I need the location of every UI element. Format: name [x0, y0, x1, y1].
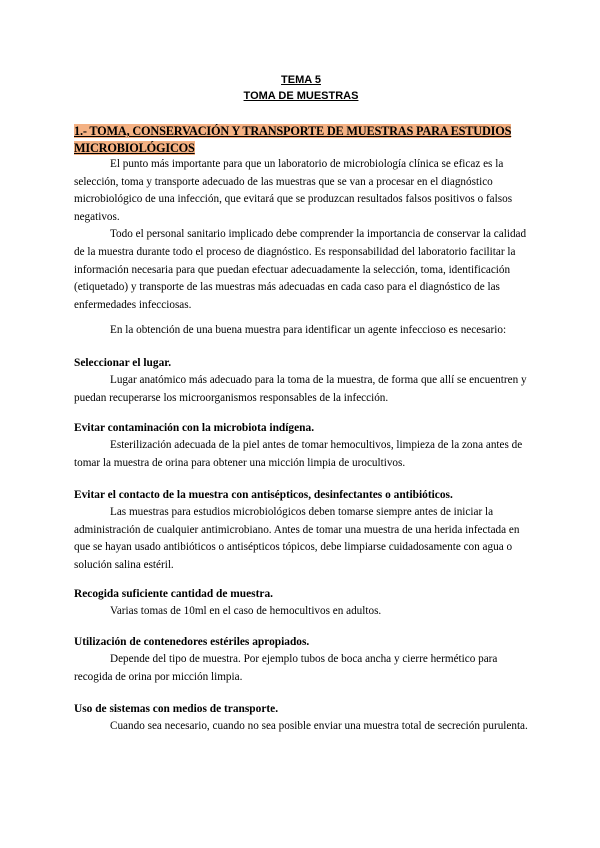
- item-title: Utilización de contenedores estériles apropiados.: [74, 636, 310, 648]
- item-title: Uso de sistemas con medios de transporte.: [74, 703, 279, 715]
- tema-label: TEMA 5: [281, 74, 321, 86]
- tema-subtitle: TOMA DE MUESTRAS: [243, 90, 359, 102]
- item-title: Recogida suficiente cantidad de muestra.: [74, 588, 274, 600]
- item-text: Varias tomas de 10ml en el caso de hemocultivos en adultos.: [110, 605, 382, 617]
- list-item: [74, 701, 528, 736]
- item-title: Evitar contaminación con la microbiota indígena.: [74, 422, 315, 434]
- section-heading: [74, 123, 528, 157]
- list-item: [74, 586, 528, 621]
- list-item: [74, 420, 528, 472]
- document-title: [74, 72, 528, 104]
- item-text: Las muestras para estudios microbiológicos deben tomarse siempre antes de iniciar la administración de cualquier antimicrobiano. Antes de tomar una muestra de una herida infectada en que se hayan usado antibióticos o antisépticos tópicos, debe limpiarse cuidadosamente con agua o solución salina estéril.: [74, 506, 520, 571]
- list-item: [74, 634, 528, 686]
- section-intro: [74, 156, 528, 314]
- item-text: Lugar anatómico más adecuado para la toma de la muestra, de forma que allí se encuentren y puedan recuperarse los microorganismos responsables de la infección.: [74, 374, 527, 404]
- paragraph-1: El punto más importante para que un laboratorio de microbiología clínica se eficaz es la selección, toma y transporte adecuado de las muestras que se van a procesar en el diagnóstico microbiológico de una infección, que evitará que se produzcan resultados falsos positivos o falsos negativos.: [74, 158, 513, 223]
- item-text: Cuando sea necesario, cuando no sea posible enviar una muestra total de secreción purulenta.: [110, 720, 528, 732]
- item-title: Seleccionar el lugar.: [74, 357, 172, 369]
- list-item: [74, 487, 528, 574]
- item-text: Depende del tipo de muestra. Por ejemplo tubos de boca ancha y cierre hermético para recogida de orina por micción limpia.: [74, 653, 498, 683]
- list-item: [74, 355, 528, 407]
- section-heading-text: 1.- TOMA, CONSERVACIÓN Y TRANSPORTE DE MUESTRAS PARA ESTUDIOS MICROBIOLÓGICOS: [74, 124, 512, 155]
- item-title: Evitar el contacto de la muestra con antisépticos, desinfectantes o antibióticos.: [74, 489, 453, 501]
- paragraph-intro: En la obtención de una buena muestra para identificar un agente infeccioso es necesario:: [110, 324, 507, 336]
- paragraph-2: Todo el personal sanitario implicado debe comprender la importancia de conservar la calidad de la muestra durante todo el proceso de diagnóstico. Es responsabilidad del laboratorio facilitar la información necesaria para que puedan efectuar adecuadamente la selección, toma, identificación (etiquetado) y transporte de las muestras más adecuadas en cada caso para el diagnóstico de las enfermedades infecciosas.: [74, 228, 527, 311]
- item-text: Esterilización adecuada de la piel antes de tomar hemocultivos, limpieza de la zona antes de tomar la muestra de orina para obtener una micción limpia de urocultivos.: [74, 439, 523, 469]
- intro-necessary: [74, 322, 528, 340]
